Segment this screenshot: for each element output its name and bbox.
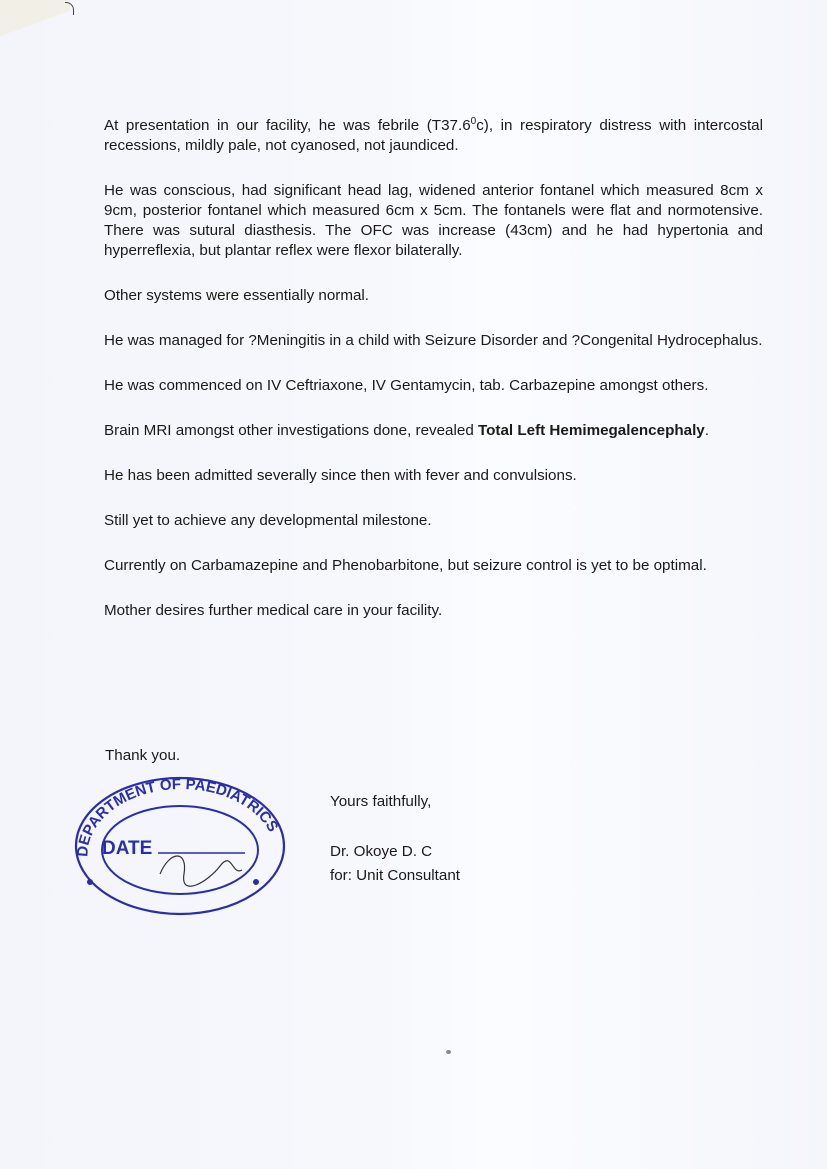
- diagnosis: Total Left Hemimegalencephaly: [478, 422, 705, 440]
- letter-body: [104, 112, 763, 646]
- stamp-dot-left: [87, 879, 93, 885]
- paragraph-request: Mother desires further medical care in your facility.: [104, 602, 443, 620]
- handwritten-signature: [160, 856, 242, 886]
- stamp-date-label: DATE: [102, 838, 153, 859]
- paragraph-presentation: At presentation in our facility, he was febrile (T37.6$^0$c), in respiratory distress with intercostal recessions, mildly pale, not cyanosed, not jaundiced.: [104, 116, 763, 155]
- stamp-outer-ring: [74, 775, 284, 914]
- paragraph-current-medication: Currently on Carbamazepine and Phenobarbitone, but seizure control is yet to be optimal.: [104, 557, 707, 575]
- signature-space: [330, 814, 460, 840]
- stamp-inner-ring: [102, 806, 258, 894]
- stamp-dot-right: [253, 879, 259, 885]
- signatory-name: Dr. Okoye D. C: [330, 843, 433, 860]
- paragraph-management: He was managed for ?Meningitis in a child with Seizure Disorder and ?Congenital Hydrocephalus.: [104, 332, 763, 350]
- folded-corner: [0, 0, 70, 40]
- paragraph-admissions: He has been admitted severally since then with fever and convulsions.: [104, 467, 577, 485]
- degree-superscript: 0: [470, 116, 477, 127]
- staple-mark: [65, 2, 74, 15]
- paragraph-treatment: He was commenced on IV Ceftriaxone, IV Gentamycin, tab. Carbazepine amongst others.: [104, 377, 709, 395]
- paragraph-examination: He was conscious, had significant head lag, widened anterior fontanel which measured 8cm x 9cm, posterior fontanel which measured 6cm x 5cm. The fontanels were flat and normotensive. There was sutural diasthesis. The OFC was increase (43cm) and he had hypertonia and hyperreflexia, but plantar reflex were flexor bilaterally.: [104, 182, 763, 260]
- department-stamp: [70, 770, 290, 918]
- closing-line: Thank you.: [105, 747, 181, 764]
- signoff: Yours faithfully,: [330, 793, 432, 810]
- speck: [446, 1050, 451, 1054]
- signatory-role: for: Unit Consultant: [330, 867, 460, 884]
- stamp-outer-text: DEPARTMENT OF PAEDIATRICS: [74, 775, 282, 858]
- paragraph-mri: Brain MRI amongst other investigations done, revealed Total Left Hemimegalencephaly.: [104, 422, 709, 440]
- paragraph-other-systems: Other systems were essentially normal.: [104, 287, 370, 305]
- paragraph-milestones: Still yet to achieve any developmental milestone.: [104, 512, 432, 530]
- signature-block: [330, 790, 460, 888]
